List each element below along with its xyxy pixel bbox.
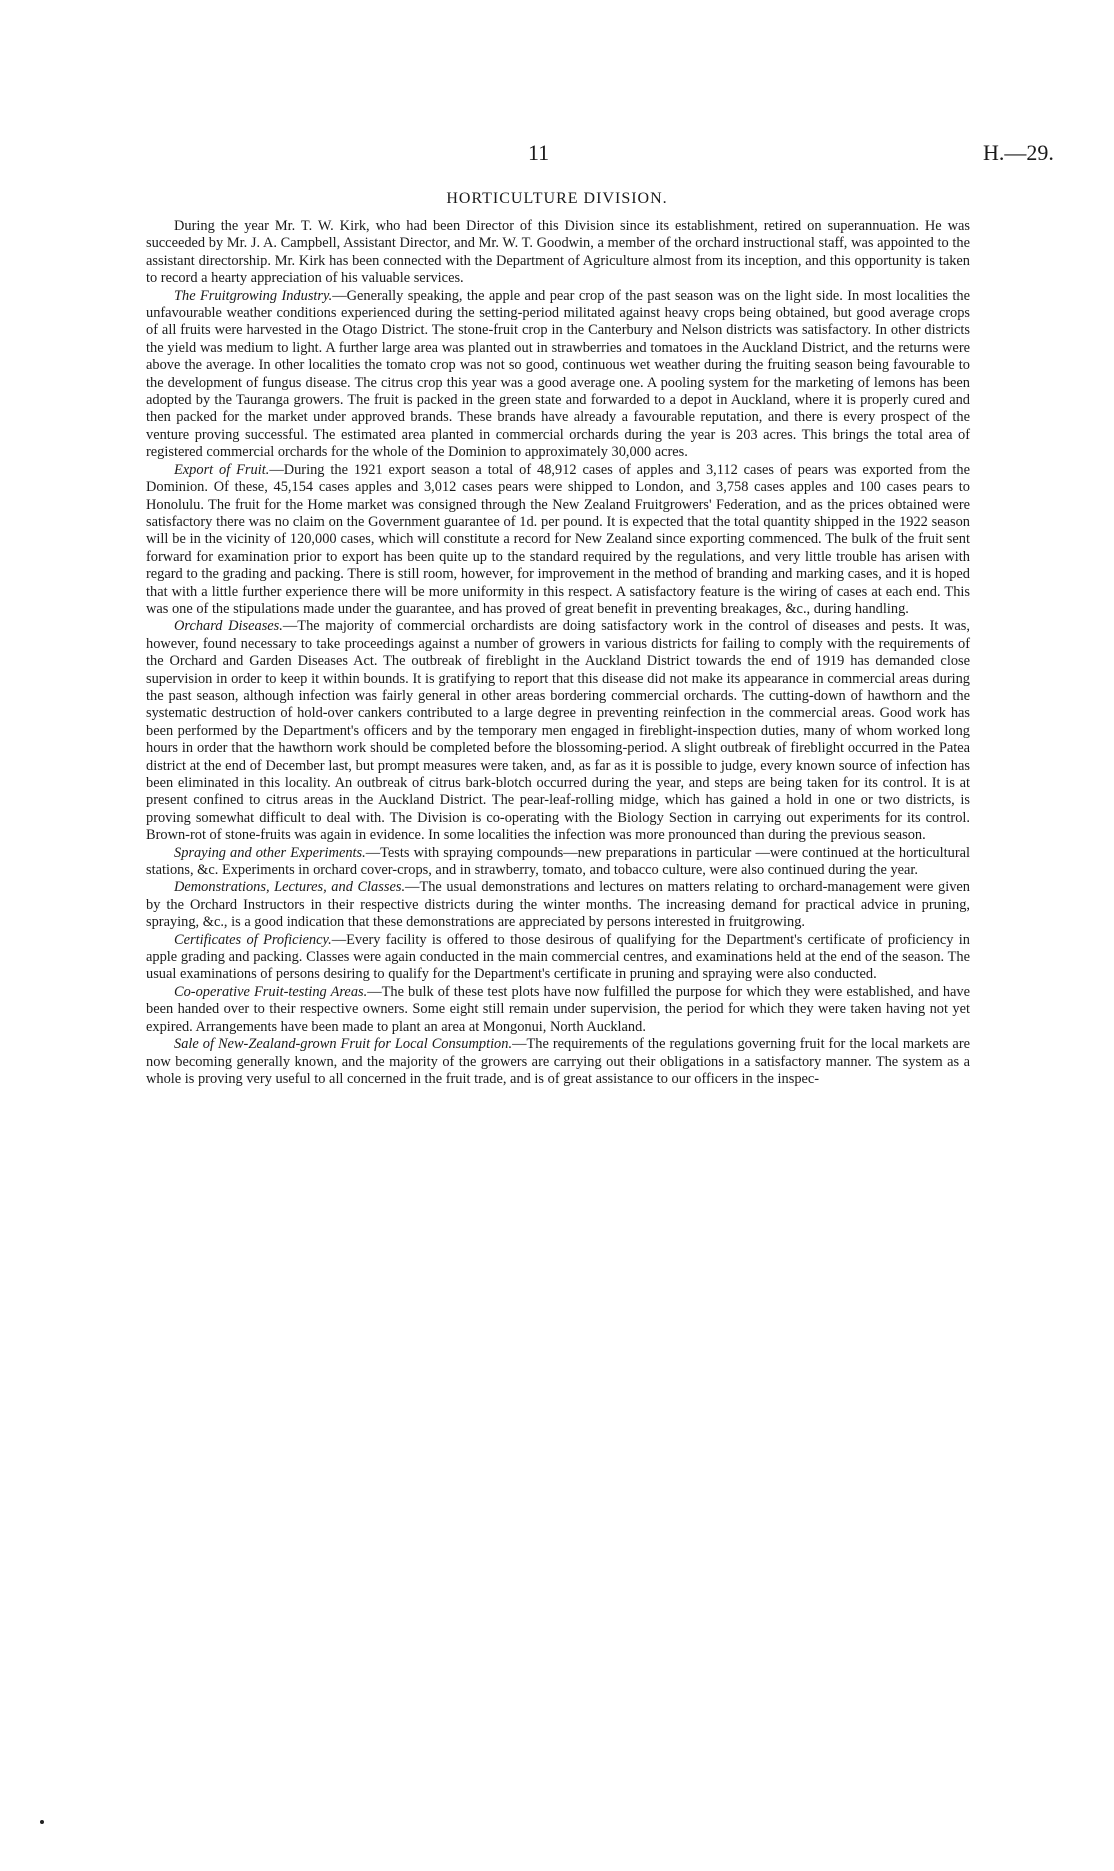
document-reference: H.—29. — [983, 140, 1054, 165]
paragraph-demonstrations — [146, 879, 970, 931]
paragraph-text: During the year Mr. T. W. Kirk, who had been Director of this Division since its establishment, retired on superannuation. He was succeeded by Mr. J. A. Campbell, Assistant Director, and Mr. W. T. Goodwin, a member of the orchard instructional staff, was appointed to the assistant directorship. Mr. Kirk has been connected with the Department of Agriculture almost from its inception, and this opportunity is taken to record a hearty appreciation of his valuable services. — [146, 218, 970, 287]
paragraph-text: —Tests with spraying compounds—new preparations in particular —were continued at the horticultural stations, &c. Experiments in orchard cover-crops, and in strawberry, tomato, and tobacco culture, were also continued during the year. — [146, 844, 971, 879]
paragraph-heading: Export of Fruit. — [174, 461, 270, 478]
paragraph-intro — [146, 218, 970, 288]
paragraph-heading: Orchard Diseases. — [174, 618, 283, 635]
margin-dot — [40, 1820, 44, 1824]
paragraph-export-of-fruit — [146, 462, 970, 619]
paragraph-fruitgrowing-industry — [146, 288, 970, 462]
paragraph-spraying-experiments — [146, 845, 970, 880]
paragraph-text: —Generally speaking, the apple and pear crop of the past season was on the light side. In most localities the unfavourable weather conditions experienced during the setting-period militated against heavy crops being obtained, but good average crops of all fruits were harvested in the Otago District. The stone-fruit crop in the Canterbury and Nelson districts was satisfactory. In other districts the yield was medium to light. A further large area was planted out in strawberries and tomatoes in the Auckland District, and the returns were above the average. In other localities the tomato crop was not so good, continuous wet weather during the fruiting season being favourable to the development of fungus disease. The citrus crop this year was a good average one. A pooling system for the marketing of lemons has been adopted by the Tauranga growers. The fruit is packed in the green state and forwarded to a depot in Auckland, where it is properly cured and then packed for the market under approved brands. These brands have already a favourable reputation, and there is every prospect of the venture proving successful. The estimated area planted in commercial orchards during the year is 203 acres. This brings the total area of registered commercial orchards for the whole of the Dominion to approximately 30,000 acres. — [146, 287, 970, 461]
paragraph-text: —The requirements of the regulations governing fruit for the local markets are now becoming generally known, and the majority of the growers are carrying out their obligations in a satisfactory manner. The system as a whole is proving very useful to all concerned in the fruit trade, and is of great assistance to our officers in the inspec- — [146, 1036, 970, 1087]
paragraph-sale-of-fruit — [146, 1036, 970, 1088]
paragraph-text: —Every facility is offered to those desirous of qualifying for the Department's certificate of proficiency in apple grading and packing. Classes were again conducted in the main commercial centres, and examinations held at the end of the season. The usual examinations of persons desiring to qualify for the Department's certificate in pruning and spraying were also conducted. — [146, 931, 970, 983]
paragraph-heading: Demonstrations, Lectures, and Classes. — [174, 879, 406, 896]
paragraph-text: —The majority of commercial orchardists are doing satisfactory work in the control of diseases and pests. It was, however, found necessary to take proceedings against a number of growers in various districts for failing to comply with the requirements of the Orchard and Garden Diseases Act. The outbreak of fireblight in the Auckland District towards the end of 1919 has demanded close supervision in order to keep it within bounds. It is gratifying to report that this disease did not make its appearance in commercial areas during the past season, although infection was fairly general in other areas bordering commercial orchards. The cutting-down of hawthorn and the systematic destruction of hold-over cankers contributed to a large degree in preventing reinfection in the commercial areas. Good work has been performed by the Department's officers and by the temporary men engaged in fireblight-inspection duties, many of whom worked long hours in order that the hawthorn work should be completed before the blossoming-period. A slight outbreak of fireblight occurred in the Patea district at the end of December last, but prompt measures were taken, and, as far as it is possible to judge, every known source of infection has been eliminated in this locality. An outbreak of citrus bark-blotch occurred during the year, and steps are being taken for its control. It is at present confined to citrus areas in the Auckland District. The pear-leaf-rolling midge, which has gained a hold in one or two districts, is proving somewhat difficult to deal with. The Division is co-operating with the Biology Section in carrying out experiments for its control. Brown-rot of stone-fruits was again in evidence. In some localities the infection was more pronounced than during the previous season. — [146, 618, 970, 844]
paragraph-heading: Co-operative Fruit-testing Areas. — [174, 983, 368, 1000]
paragraph-heading: Spraying and other Experiments. — [174, 844, 366, 861]
paragraph-fruit-testing-areas — [146, 984, 970, 1036]
paragraph-orchard-diseases — [146, 618, 970, 844]
paragraph-heading: Certificates of Proficiency. — [174, 931, 332, 948]
body-text — [146, 218, 970, 1088]
paragraph-text: —The usual demonstrations and lectures on matters relating to orchard-management were given by the Orchard Instructors in their respective districts during the winter months. The increasing demand for practical advice in pruning, spraying, &c., is a good indication that these demonstrations are appreciated by persons interested in fruitgrowing. — [146, 879, 970, 931]
paragraph-text: —During the 1921 export season a total of 48,912 cases of apples and 3,112 cases of pears was exported from the Dominion. Of these, 45,154 cases apples and 3,012 cases pears were shipped to London, and 3,758 cases apples and 100 cases pears to Honolulu. The fruit for the Home market was consigned through the New Zealand Fruitgrowers' Federation, and as the prices obtained were satisfactory there was no claim on the Government guarantee of 1d. per pound. It is expected that the total quantity shipped in the 1922 season will be in the vicinity of 120,000 cases, which will constitute a record for New Zealand since exporting commenced. The bulk of the fruit sent forward for examination prior to export has been quite up to the standard required by the regulations, and very little trouble has arisen with regard to the grading and packing. There is still room, however, for improvement in the method of branding and marking cases, and it is hoped that with a little further experience there will be more uniformity in this respect. A satisfactory feature is the wiring of cases at each end. This was one of the stipulations made under the guarantee, and has proved of great benefit in preventing breakages, &c., during handling. — [146, 461, 970, 617]
page-number: 11 — [528, 140, 550, 165]
paragraph-certificates — [146, 932, 970, 984]
section-title: HORTICULTURE DIVISION. — [446, 190, 668, 207]
paragraph-heading: Sale of New-Zealand-grown Fruit for Local Consumption. — [174, 1036, 513, 1053]
paragraph-text: —The bulk of these test plots have now fulfilled the purpose for which they were established, and have been handed over to their respective owners. Some eight still remain under supervision, the period for which they were taken having not yet expired. Arrangements have been made to plant an area at Mongonui, North Auckland. — [146, 983, 971, 1035]
paragraph-heading: The Fruitgrowing Industry. — [174, 287, 333, 304]
